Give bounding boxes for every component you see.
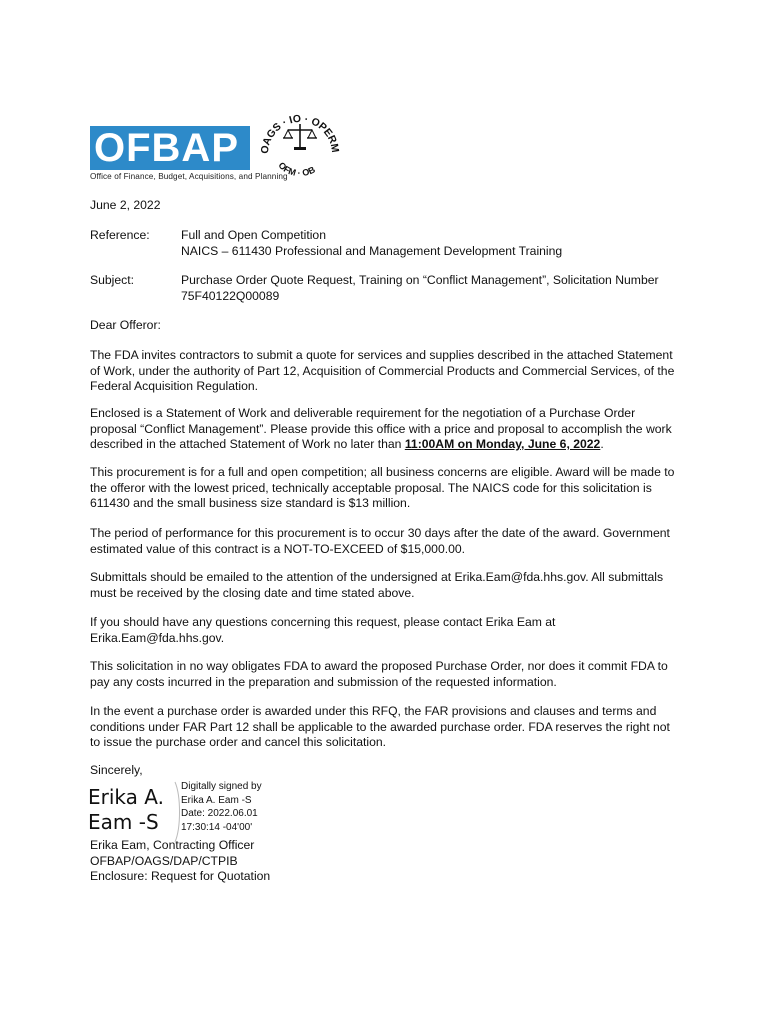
signature-name-line-1: Erika A. xyxy=(88,785,164,809)
enclosure: Enclosure: Request for Quotation xyxy=(90,869,271,883)
paragraph-6: If you should have any questions concerning this request, please contact Erika Eam at Erika.Eam@fda.hhs.gov. xyxy=(90,615,556,645)
paragraph-1: The FDA invites contractors to submit a quote for services and supplies described in the attached Statement of Work, under the authority of Part 12, Acquisition of Commercial Products and Commercial Services, of the Federal Acquisition Regulation. xyxy=(90,348,675,393)
salutation: Dear Offeror: xyxy=(90,318,161,332)
digital-signature-line-2: Erika A. Eam -S xyxy=(181,794,252,806)
letter-date: June 2, 2022 xyxy=(90,198,161,212)
paragraph-8: In the event a purchase order is awarded under this RFQ, the FAR provisions and clauses and terms and conditions under FAR Part 12 shall be applicable to the awarded purchase order. FDA reserves the right not to issue the purchase order and cancel this solicitation. xyxy=(90,704,670,749)
seal-text-top: OAGS · IO · OPERM xyxy=(258,112,342,155)
svg-text:OFM · OB xyxy=(276,160,317,176)
paragraph-3: This procurement is for a full and open competition; all business concerns are eligible. Award will be made to the offeror with the lowest priced, technically acceptable proposal. The NAICS code for this solicitation is 611430 and the small business size standard is $13 million. xyxy=(90,465,675,510)
reference-label: Reference: xyxy=(90,228,150,242)
ofbap-logo: OFBAP xyxy=(90,126,250,170)
digital-signature-details xyxy=(181,780,262,834)
subject-label: Subject: xyxy=(90,273,135,287)
signature-name-line-2: Eam -S xyxy=(88,810,159,834)
paragraph-7: This solicitation in no way obligates FDA to award the proposed Purchase Order, nor does it commit FDA to pay any costs incurred in the preparation and submission of the requested information. xyxy=(90,659,668,689)
seal-icon xyxy=(250,96,350,176)
digital-signature-line-4: 17:30:14 -04'00' xyxy=(181,821,253,833)
signer-block xyxy=(90,838,270,885)
digital-signature-line-3: Date: 2022.06.01 xyxy=(181,808,258,819)
paragraph-2-text: Enclosed is a Statement of Work and deliverable requirement for the negotiation of a Purchase Order proposal “Conflict Management”. Please provide this office with a price and proposal to accomplish the work described in the attached Statement of Work no later than xyxy=(90,406,672,451)
reference-value xyxy=(181,228,681,259)
logo-subtitle: Office of Finance, Budget, Acquisitions, and Planning xyxy=(90,172,288,181)
paragraph-4: The period of performance for this procurement is to occur 30 days after the date of the award. Government estimated value of this contract is a NOT-TO-EXCEED of $15,000.00. xyxy=(90,526,670,556)
paragraph-2-end: . xyxy=(600,437,604,451)
paragraph-5: Submittals should be emailed to the attention of the undersigned at Erika.Eam@fda.hhs.gov. All submittals must be received by the closing date and time stated above. xyxy=(90,570,664,600)
reference-line-1: Full and Open Competition xyxy=(181,228,326,242)
subject-value: Purchase Order Quote Request, Training on “Conflict Management”, Solicitation Number 75F40122Q00089 xyxy=(181,273,659,303)
reference-line-2: NAICS – 611430 Professional and Management Development Training xyxy=(181,243,563,258)
signer-office: OFBAP/OAGS/DAP/CTPIB xyxy=(90,853,238,868)
digital-signature-line-1: Digitally signed by xyxy=(181,781,262,792)
seal-text-bottom: OFM · OB xyxy=(276,160,317,176)
closing: Sincerely, xyxy=(90,763,143,777)
paragraph-2 xyxy=(90,406,680,453)
deadline-text: 11:00AM on Monday, June 6, 2022 xyxy=(404,437,601,451)
signer-name: Erika Eam, Contracting Officer xyxy=(90,838,255,852)
